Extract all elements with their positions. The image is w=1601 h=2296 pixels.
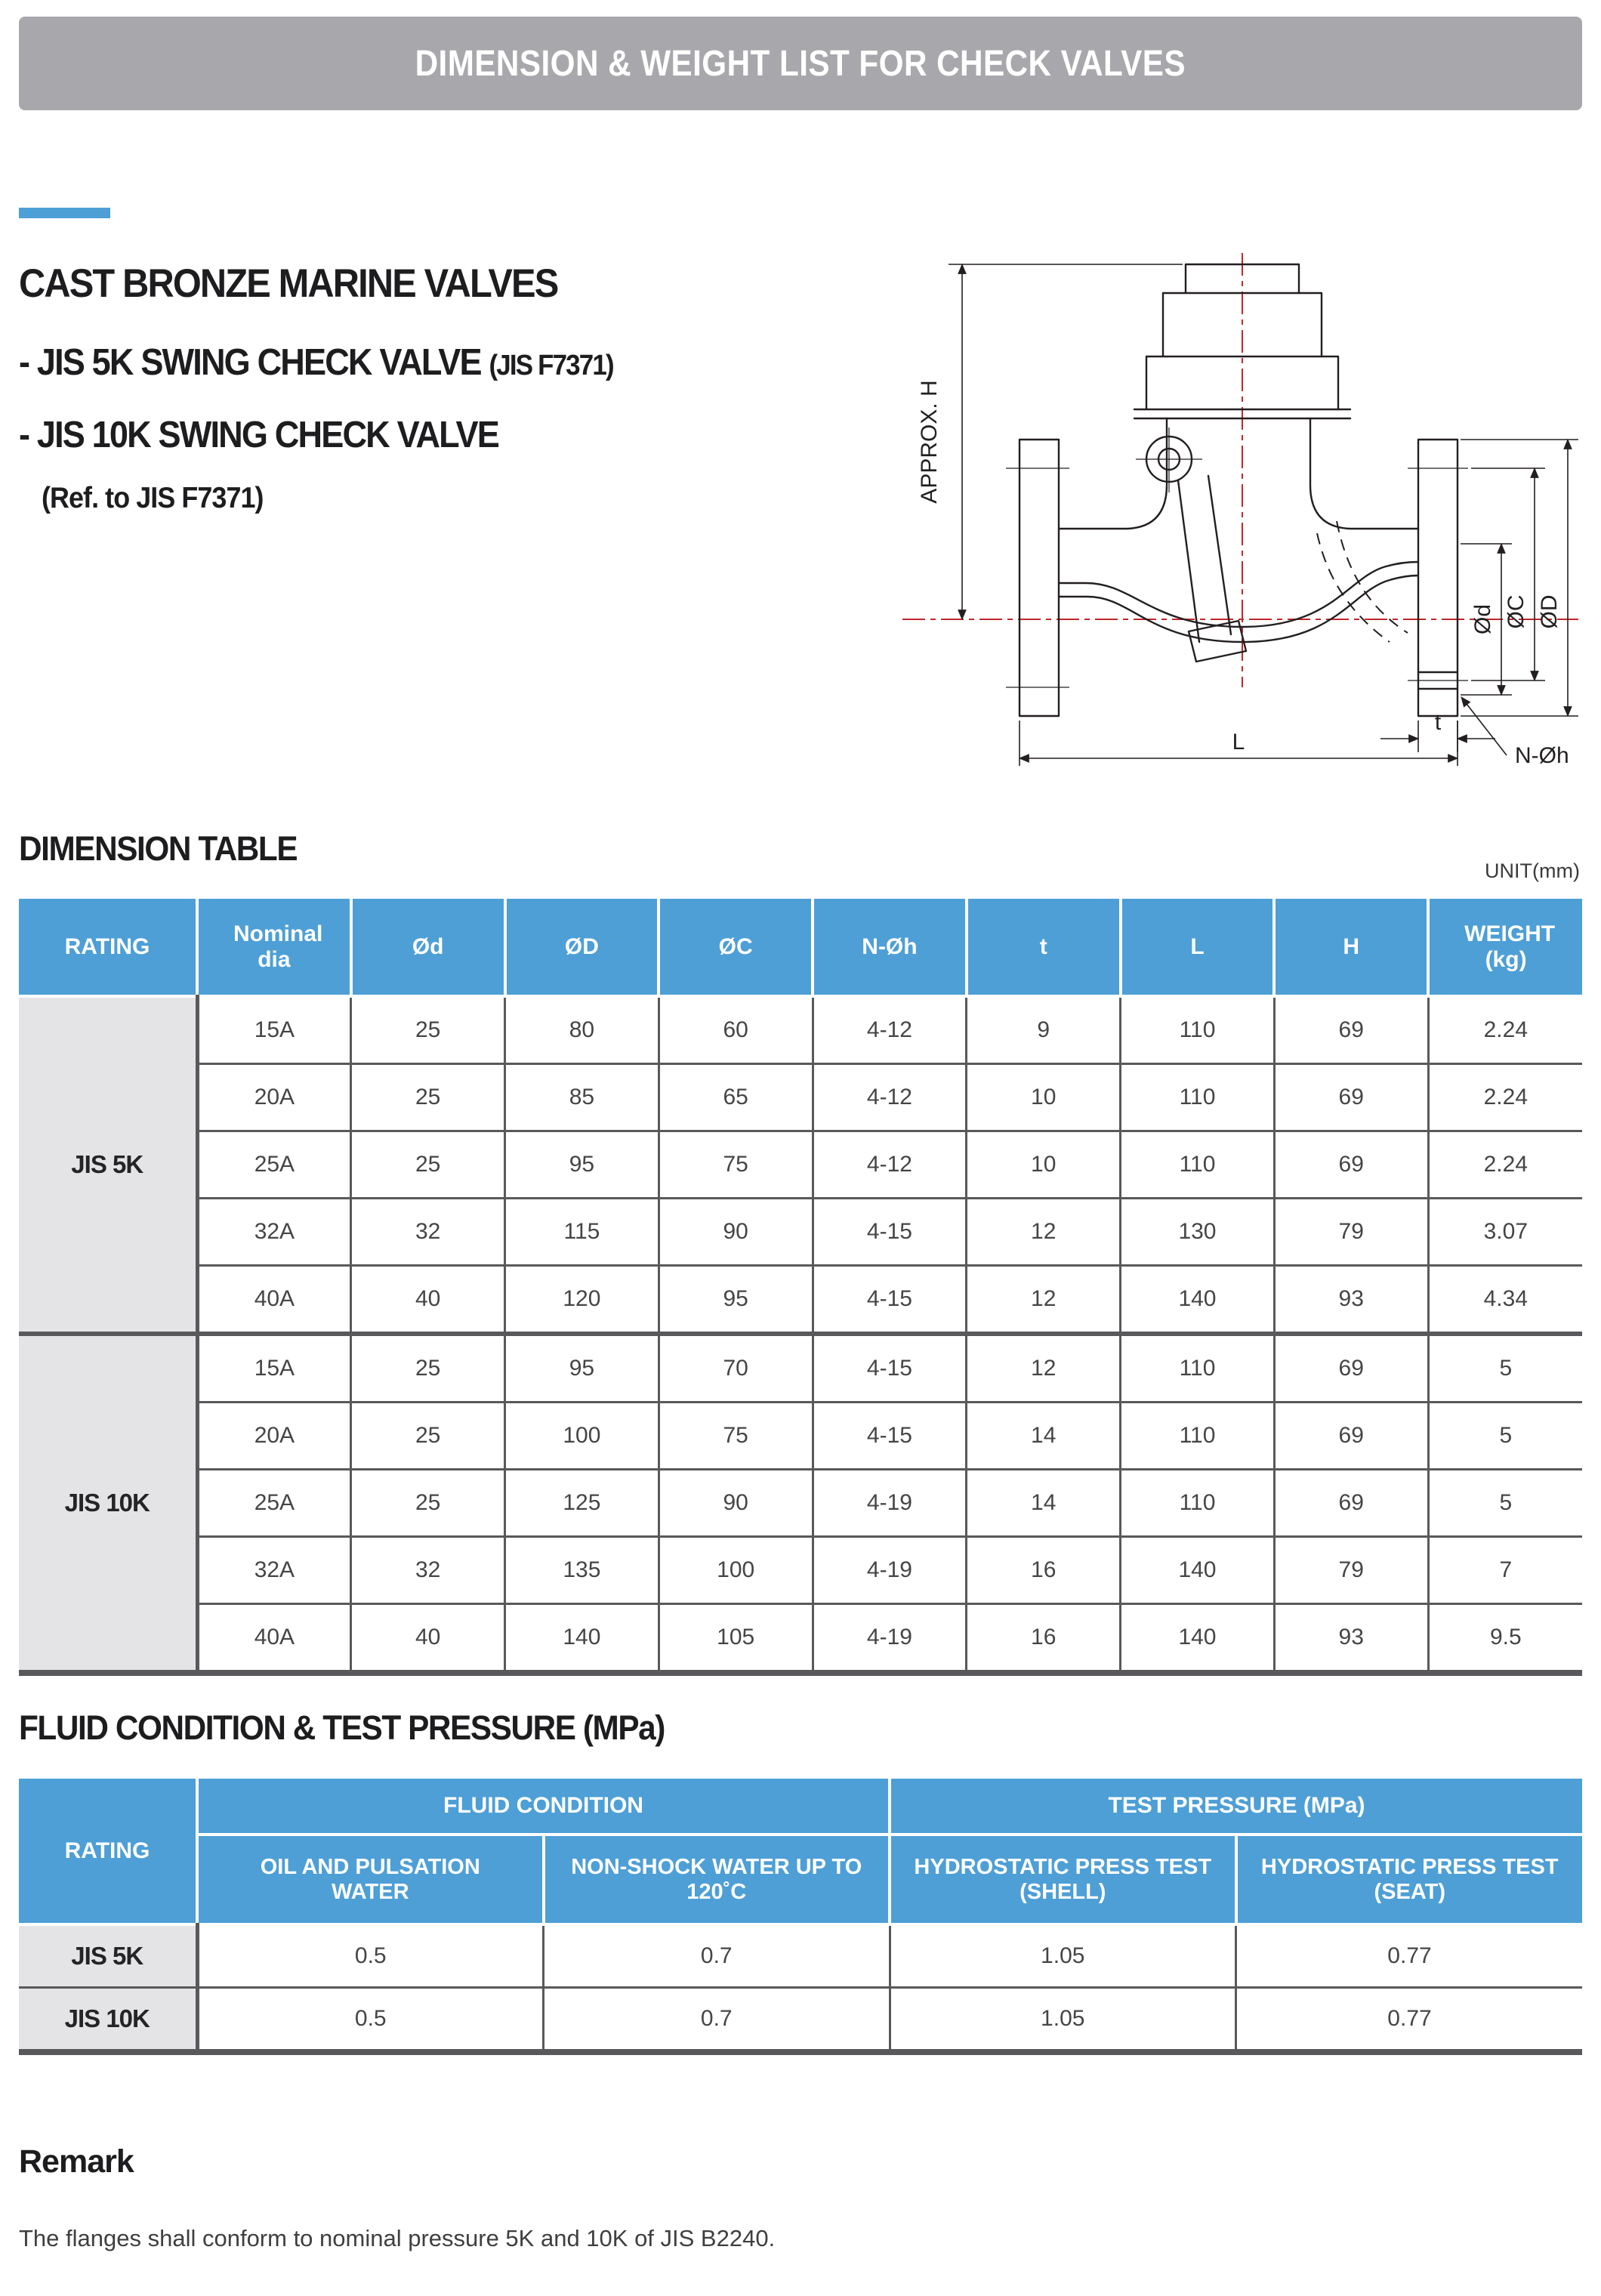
cell: 4.34 bbox=[1428, 1266, 1582, 1335]
cell: 25 bbox=[351, 1334, 505, 1403]
cell: 3.07 bbox=[1428, 1199, 1582, 1266]
table-row bbox=[19, 1924, 1582, 1988]
cell: 85 bbox=[505, 1064, 659, 1131]
table-row bbox=[19, 1537, 1582, 1604]
fluid-rating-cell-10k: JIS 10K bbox=[19, 1988, 197, 2053]
cell: 140 bbox=[1121, 1537, 1275, 1604]
col-header-od: ØD bbox=[505, 899, 659, 996]
dim-label-bolt-holes: N-Øh bbox=[1515, 743, 1569, 768]
cell: 120 bbox=[505, 1266, 659, 1335]
dimension-table-header-row bbox=[19, 899, 1582, 996]
cell: 79 bbox=[1274, 1537, 1428, 1604]
cell: 110 bbox=[1121, 1403, 1275, 1470]
cell: 140 bbox=[1121, 1266, 1275, 1335]
cell: 7 bbox=[1428, 1537, 1582, 1604]
fluid-col-header-rating: RATING bbox=[19, 1779, 197, 1924]
cell: 110 bbox=[1121, 996, 1275, 1064]
cell: 0.7 bbox=[544, 1924, 890, 1988]
table-row bbox=[19, 1131, 1582, 1199]
cell: 110 bbox=[1121, 1470, 1275, 1537]
cell: 90 bbox=[659, 1199, 813, 1266]
product-block bbox=[19, 261, 850, 515]
cell: 4-15 bbox=[813, 1334, 967, 1403]
product-title: CAST BRONZE MARINE VALVES bbox=[19, 261, 558, 306]
cell: 135 bbox=[505, 1537, 659, 1604]
fluid-table-group-header-row bbox=[19, 1779, 1582, 1835]
cell: 125 bbox=[505, 1470, 659, 1537]
remark-text: The flanges shall conform to nominal pressure 5K and 10K of JIS B2240. bbox=[19, 2225, 776, 2251]
col-header-h: H bbox=[1274, 899, 1428, 996]
accent-bar bbox=[19, 208, 110, 218]
cell: 75 bbox=[659, 1403, 813, 1470]
rating-cell-5k: JIS 5K bbox=[19, 996, 197, 1334]
cell: 25 bbox=[351, 996, 505, 1064]
sub-header-hydro-shell: HYDROSTATIC PRESS TEST (SHELL) bbox=[890, 1835, 1236, 1924]
cell: 93 bbox=[1274, 1604, 1428, 1674]
cell: 69 bbox=[1274, 996, 1428, 1064]
cell: 95 bbox=[505, 1131, 659, 1199]
cell: 79 bbox=[1274, 1199, 1428, 1266]
cell: 0.7 bbox=[544, 1988, 890, 2053]
group-header-test-pressure: TEST PRESSURE (MPa) bbox=[890, 1779, 1582, 1835]
cell: 4-12 bbox=[813, 1064, 967, 1131]
product-line-10k-ref: (Ref. to JIS F7371) bbox=[42, 482, 264, 514]
cell: 16 bbox=[967, 1604, 1121, 1674]
cell: 95 bbox=[505, 1334, 659, 1403]
sub-header-oil-pulsation: OIL AND PULSATION WATER bbox=[197, 1835, 544, 1924]
cell: 130 bbox=[1121, 1199, 1275, 1266]
cell: 70 bbox=[659, 1334, 813, 1403]
cell: 20A bbox=[197, 1403, 351, 1470]
col-header-rating: RATING bbox=[19, 899, 197, 996]
table-row bbox=[19, 1403, 1582, 1470]
cell: 25 bbox=[351, 1403, 505, 1470]
cell: 40A bbox=[197, 1604, 351, 1674]
cell: 14 bbox=[967, 1403, 1121, 1470]
cell: 32 bbox=[351, 1199, 505, 1266]
unit-label: UNIT(mm) bbox=[1485, 859, 1580, 882]
fluid-table-title: FLUID CONDITION & TEST PRESSURE (MPa) bbox=[19, 1708, 665, 1747]
cell: 10 bbox=[967, 1064, 1121, 1131]
cell: 12 bbox=[967, 1334, 1121, 1403]
table-row bbox=[19, 1266, 1582, 1335]
cell: 4-12 bbox=[813, 996, 967, 1064]
cell: 4-15 bbox=[813, 1403, 967, 1470]
cell: 100 bbox=[505, 1403, 659, 1470]
sub-header-hydro-seat: HYDROSTATIC PRESS TEST (SEAT) bbox=[1236, 1835, 1583, 1924]
table-row bbox=[19, 1064, 1582, 1131]
col-header-d: Ød bbox=[351, 899, 505, 996]
fluid-rating-cell-5k: JIS 5K bbox=[19, 1924, 197, 1988]
col-header-weight: WEIGHT (kg) bbox=[1428, 899, 1582, 996]
table-row bbox=[19, 1334, 1582, 1403]
col-header-oc: ØC bbox=[659, 899, 813, 996]
dimension-table bbox=[19, 899, 1582, 1676]
cell: 4-19 bbox=[813, 1604, 967, 1674]
col-header-noh: N-Øh bbox=[813, 899, 967, 996]
cell: 9 bbox=[967, 996, 1121, 1064]
cell: 60 bbox=[659, 996, 813, 1064]
cell: 0.77 bbox=[1236, 1924, 1583, 1988]
dim-label-length: L bbox=[1232, 730, 1245, 755]
cell: 12 bbox=[967, 1199, 1121, 1266]
cell: 25A bbox=[197, 1131, 351, 1199]
cell: 4-19 bbox=[813, 1470, 967, 1537]
dim-label-height: APPROX. H bbox=[917, 380, 942, 504]
dim-label-bolt-circle: ØC bbox=[1504, 594, 1529, 629]
cell: 115 bbox=[505, 1199, 659, 1266]
cell: 32A bbox=[197, 1537, 351, 1604]
product-line-5k-name: - JIS 5K SWING CHECK VALVE bbox=[19, 342, 481, 383]
cell: 16 bbox=[967, 1537, 1121, 1604]
cell: 105 bbox=[659, 1604, 813, 1674]
dim-label-flange-od: ØD bbox=[1537, 594, 1562, 629]
cell: 69 bbox=[1274, 1334, 1428, 1403]
cell: 12 bbox=[967, 1266, 1121, 1335]
cell: 4-15 bbox=[813, 1266, 967, 1335]
cell: 0.5 bbox=[197, 1924, 544, 1988]
cell: 140 bbox=[505, 1604, 659, 1674]
table-row bbox=[19, 996, 1582, 1064]
cell: 69 bbox=[1274, 1064, 1428, 1131]
cell: 5 bbox=[1428, 1470, 1582, 1537]
cell: 4-15 bbox=[813, 1199, 967, 1266]
cell: 32A bbox=[197, 1199, 351, 1266]
table-row bbox=[19, 1604, 1582, 1674]
cell: 110 bbox=[1121, 1064, 1275, 1131]
cell: 140 bbox=[1121, 1604, 1275, 1674]
cell: 40 bbox=[351, 1604, 505, 1674]
cell: 9.5 bbox=[1428, 1604, 1582, 1674]
product-line-10k-name: - JIS 10K SWING CHECK VALVE bbox=[19, 415, 498, 455]
cell: 0.77 bbox=[1236, 1988, 1583, 2053]
dim-label-thickness: t bbox=[1434, 710, 1442, 735]
cell: 40A bbox=[197, 1266, 351, 1335]
cell: 110 bbox=[1121, 1334, 1275, 1403]
valve-section-drawing bbox=[861, 219, 1601, 770]
table-row bbox=[19, 1199, 1582, 1266]
remark-title: Remark bbox=[19, 2143, 134, 2180]
cell: 25 bbox=[351, 1470, 505, 1537]
cell: 90 bbox=[659, 1470, 813, 1537]
cell: 2.24 bbox=[1428, 996, 1582, 1064]
table-row bbox=[19, 1988, 1582, 2053]
col-header-nominal-dia: Nominal dia bbox=[197, 899, 351, 996]
cell: 2.24 bbox=[1428, 1064, 1582, 1131]
cell: 69 bbox=[1274, 1470, 1428, 1537]
product-line-5k bbox=[19, 341, 783, 384]
cell: 32 bbox=[351, 1537, 505, 1604]
cell: 25 bbox=[351, 1131, 505, 1199]
cell: 40 bbox=[351, 1266, 505, 1335]
cell: 25A bbox=[197, 1470, 351, 1537]
valve-body-outline bbox=[1006, 264, 1468, 716]
dimension-annotations bbox=[917, 264, 1578, 768]
cell: 69 bbox=[1274, 1403, 1428, 1470]
fluid-table-sub-header-row bbox=[19, 1835, 1582, 1924]
dim-label-bore: Ød bbox=[1470, 603, 1495, 635]
rating-cell-10k: JIS 10K bbox=[19, 1334, 197, 1673]
cell: 100 bbox=[659, 1537, 813, 1604]
cell: 69 bbox=[1274, 1131, 1428, 1199]
cell: 5 bbox=[1428, 1403, 1582, 1470]
page-header-banner bbox=[19, 17, 1582, 110]
cell: 65 bbox=[659, 1064, 813, 1131]
cell: 2.24 bbox=[1428, 1131, 1582, 1199]
cell: 15A bbox=[197, 1334, 351, 1403]
col-header-l: L bbox=[1121, 899, 1275, 996]
cell: 93 bbox=[1274, 1266, 1428, 1335]
cell: 1.05 bbox=[890, 1924, 1236, 1988]
cell: 75 bbox=[659, 1131, 813, 1199]
group-header-fluid-condition: FLUID CONDITION bbox=[197, 1779, 890, 1835]
product-line-5k-standard: (JIS F7371) bbox=[489, 350, 613, 381]
cell: 20A bbox=[197, 1064, 351, 1131]
dimension-table-title: DIMENSION TABLE bbox=[19, 829, 298, 868]
cell: 80 bbox=[505, 996, 659, 1064]
cell: 25 bbox=[351, 1064, 505, 1131]
fluid-condition-table bbox=[19, 1779, 1582, 2055]
cell: 10 bbox=[967, 1131, 1121, 1199]
cell: 15A bbox=[197, 996, 351, 1064]
table-row bbox=[19, 1470, 1582, 1537]
cell: 4-12 bbox=[813, 1131, 967, 1199]
cell: 4-19 bbox=[813, 1537, 967, 1604]
sub-header-non-shock: NON-SHOCK WATER UP TO 120˚C bbox=[544, 1835, 890, 1924]
cell: 1.05 bbox=[890, 1988, 1236, 2053]
cell: 95 bbox=[659, 1266, 813, 1335]
col-header-t: t bbox=[967, 899, 1121, 996]
product-line-10k bbox=[19, 414, 783, 456]
cell: 0.5 bbox=[197, 1988, 544, 2053]
cell: 14 bbox=[967, 1470, 1121, 1537]
cell: 110 bbox=[1121, 1131, 1275, 1199]
page-title: DIMENSION & WEIGHT LIST FOR CHECK VALVES bbox=[415, 43, 1186, 84]
cell: 5 bbox=[1428, 1334, 1582, 1403]
